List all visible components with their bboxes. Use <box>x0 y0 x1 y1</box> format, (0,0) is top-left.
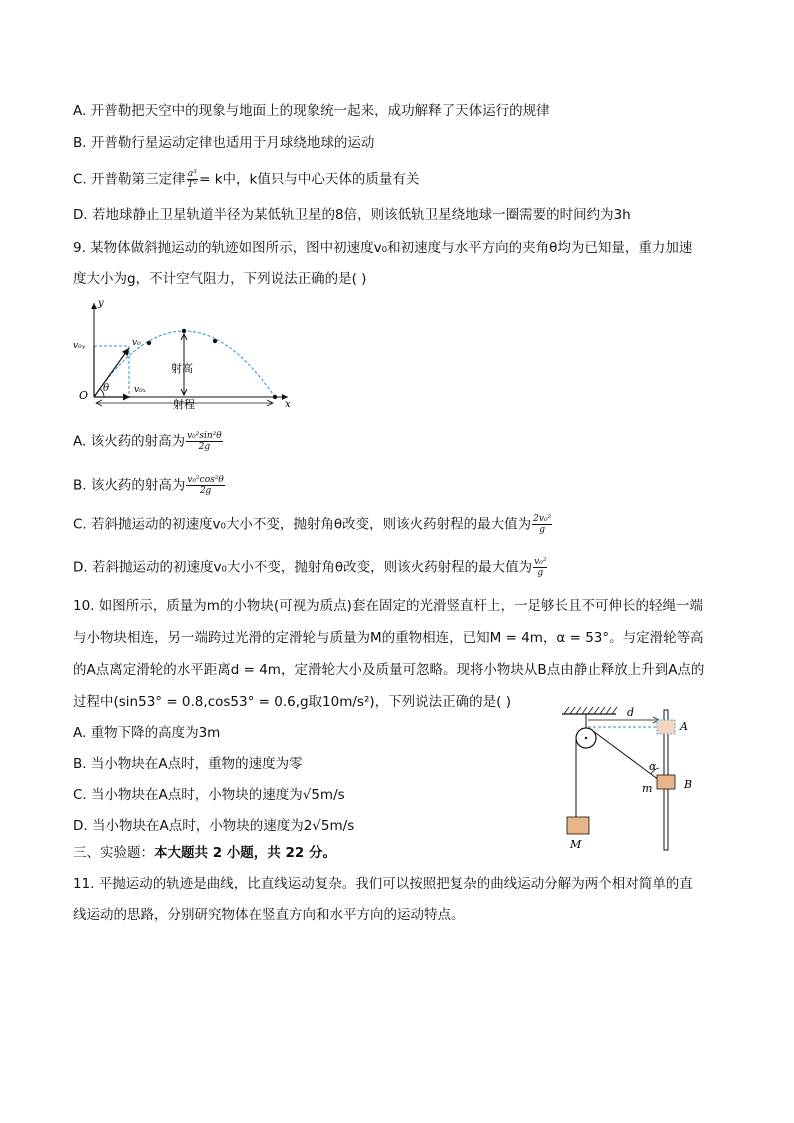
q9-b-frac-num: v₀²cos²θ <box>187 475 224 485</box>
q8-option-a: A. 开普勒把天空中的现象与地面上的现象统一起来，成功解释了天体运行的规律 <box>73 103 550 119</box>
q10-label-A: A <box>680 720 688 733</box>
q9-option-b <box>73 475 226 496</box>
q9-theta-label: θ <box>103 383 110 394</box>
q9-option-a <box>73 431 224 452</box>
q9-height-label: 射高 <box>171 362 193 375</box>
q10-label-M: M <box>570 838 582 851</box>
q8-c-frac-den: T² <box>187 180 198 190</box>
q9-c-frac-num: 2v₀² <box>533 514 552 524</box>
q8-option-c-prefix: C. 开普勒第三定律 <box>73 171 186 188</box>
q9-y-axis-label: y <box>98 298 104 309</box>
section-3-bold: 本大题共 2 小题，共 22 分。 <box>154 845 336 861</box>
q8-option-c-suffix: = k中，k值只与中心天体的质量有关 <box>199 171 420 188</box>
q10-label-d: d <box>627 706 635 719</box>
q9-a-fraction <box>186 431 223 452</box>
q9-a-frac-num: v₀²sin²θ <box>187 431 222 441</box>
q9-option-c <box>73 514 553 535</box>
q10-option-a: A. 重物下降的高度为3m <box>73 725 221 741</box>
q9-d-frac-num: v₀² <box>534 557 547 567</box>
section-3-heading <box>73 843 336 863</box>
q9-trajectory-figure <box>70 295 300 415</box>
q9-option-c-prefix: C. 若斜抛运动的初速度v₀大小不变，抛射角θ改变，则该火药射程的最大值为 <box>73 516 532 533</box>
q10-stem-line4: 过程中(sin53° = 0.8,cos53° = 0.6,g取10m/s²)，下列说法正确的是( ) <box>73 694 511 710</box>
q9-x-axis-label: x <box>285 399 291 410</box>
section-3-prefix: 三、实验题： <box>73 845 154 861</box>
q9-option-a-prefix: A. 该火药的射高为 <box>73 433 186 450</box>
q11-stem-line2: 线运动的思路，分别研究物体在竖直方向和水平方向的运动特点。 <box>73 907 465 923</box>
q9-stem-line1: 9. 某物体做斜抛运动的轨迹如图所示，图中初速度v₀和初速度与水平方向的夹角θ均为已知量，重力加速 <box>73 240 693 256</box>
q10-block-at-B <box>657 775 675 789</box>
q9-b-frac-den: 2g <box>199 486 212 496</box>
q10-option-b: B. 当小物块在A点时，重物的速度为零 <box>73 756 303 772</box>
q9-v0-vector <box>94 348 129 397</box>
q10-label-B: B <box>684 778 693 791</box>
q9-c-fraction <box>532 514 552 535</box>
q10-label-alpha: α <box>649 760 657 773</box>
q8-option-d: D. 若地球静止卫星轨道半径为某低轨卫星的8倍，则该低轨卫星绕地球一圈需要的时间约为3h <box>73 207 631 223</box>
q9-option-b-prefix: B. 该火药的射高为 <box>73 477 186 494</box>
q8-c-fraction <box>187 169 199 190</box>
q10-pulley-figure <box>558 700 708 852</box>
q9-a-frac-den: 2g <box>198 442 211 452</box>
q10-option-c: C. 当小物块在A点时，小物块的速度为√5m/s <box>73 787 345 803</box>
q10-weight-M <box>567 817 589 834</box>
q8-option-b: B. 开普勒行星运动定律也适用于月球绕地球的运动 <box>73 135 375 151</box>
q11-stem-line1: 11. 平抛运动的轨迹是曲线，比直线运动复杂。我们可以按照把复杂的曲线运动分解为两个相对简单的直 <box>73 876 693 892</box>
q9-trajectory-point-1 <box>147 341 151 345</box>
q10-option-d: D. 当小物块在A点时，小物块的速度为2√5m/s <box>73 818 355 834</box>
q9-v0-label: v₀ <box>132 338 141 348</box>
q9-origin-label: O <box>79 389 89 402</box>
q10-block-at-A <box>657 720 675 734</box>
q9-landing-point <box>273 395 277 399</box>
q9-b-fraction <box>186 475 224 496</box>
q10-stem-line2: 与小物块相连，另一端跨过光滑的定滑轮与质量为M的重物相连，已知M = 4m，α = 53°。与定滑轮等高 <box>73 630 704 646</box>
q9-c-frac-den: g <box>539 525 546 535</box>
q10-stem-line1: 10. 如图所示，质量为m的小物块(可视为质点)套在固定的光滑竖直杆上，一足够长且不可伸长的轻绳一端 <box>73 598 703 614</box>
q9-v0y-label: v₀ᵧ <box>73 341 86 351</box>
q9-stem-line2: 度大小为g，不计空气阻力，下列说法正确的是( ) <box>73 271 367 287</box>
q9-d-frac-den: g <box>537 568 544 578</box>
q10-pulley-axle <box>585 737 587 739</box>
q9-trajectory-point-2 <box>213 339 217 343</box>
q10-ceiling-hatch <box>564 707 617 714</box>
q8-c-frac-num: a³ <box>187 169 197 179</box>
q10-label-m: m <box>642 782 653 795</box>
q9-range-label: 射程 <box>173 398 195 411</box>
q9-option-d <box>73 557 548 578</box>
q8-option-c <box>73 169 419 190</box>
q10-stem-line3: 的A点离定滑轮的水平距离d = 4m，定滑轮大小及质量可忽略。现将小物块从B点由静止释放上升到A点的 <box>73 662 705 678</box>
q9-v0x-label: v₀ₓ <box>134 385 146 395</box>
q9-option-d-prefix: D. 若斜抛运动的初速度v₀大小不变，抛射角θ改变，则该火药射程的最大值为 <box>73 559 533 576</box>
q9-d-fraction <box>533 557 547 578</box>
q9-trajectory-point-apex <box>182 329 186 333</box>
